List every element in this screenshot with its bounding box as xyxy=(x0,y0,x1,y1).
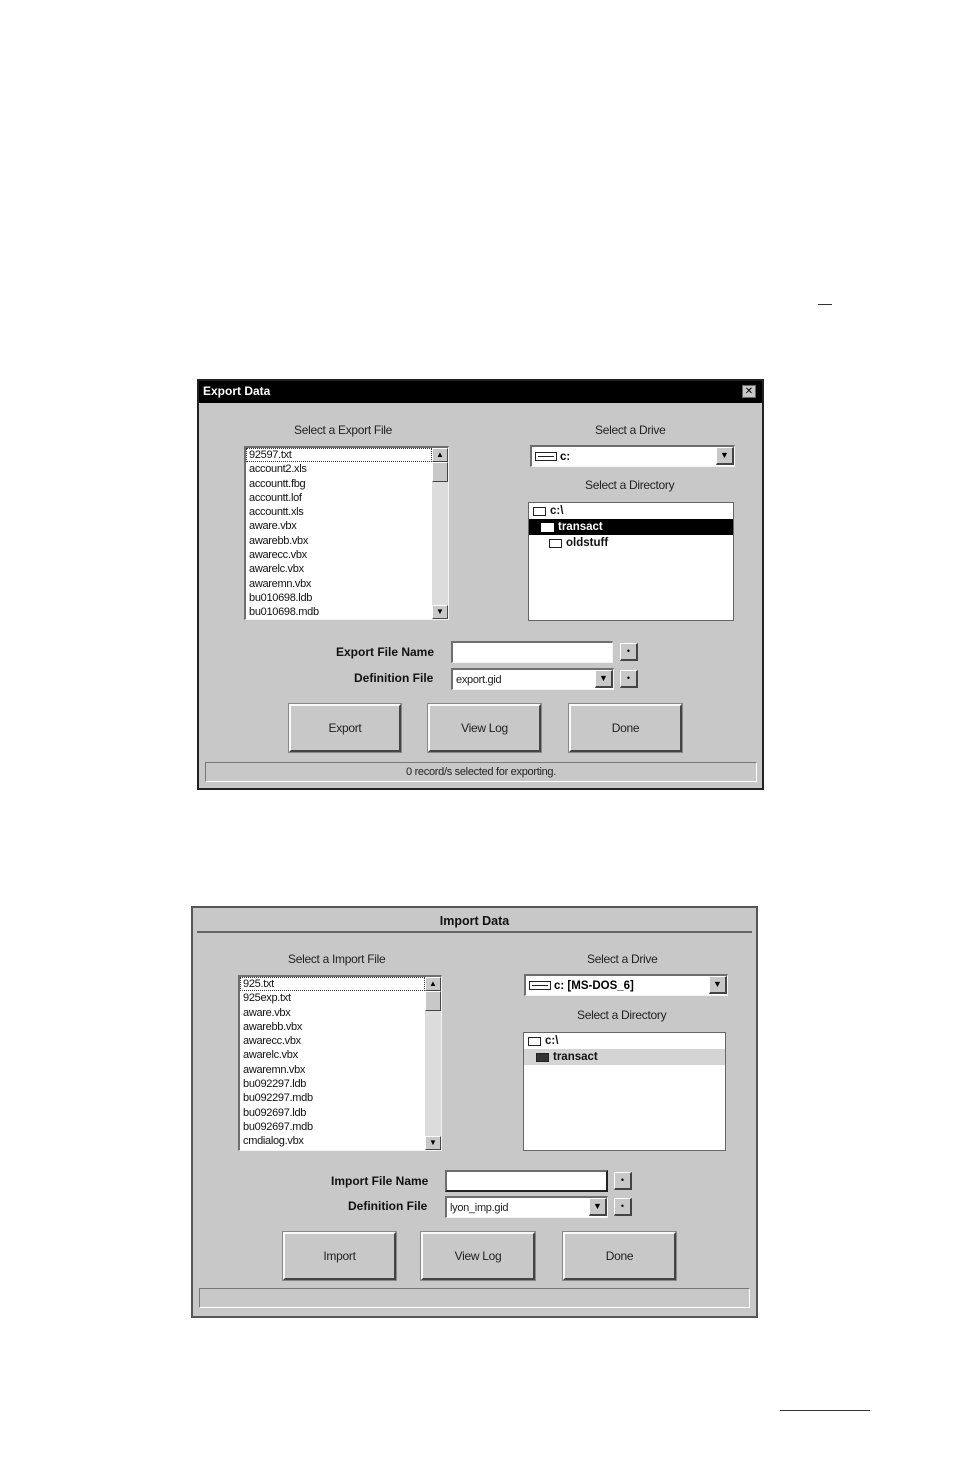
import-file-name-input[interactable] xyxy=(445,1170,608,1192)
import-drive-select[interactable] xyxy=(524,974,728,996)
close-icon[interactable]: ✕ xyxy=(742,385,756,398)
list-item[interactable]: awarecc.vbx xyxy=(243,1035,301,1048)
import-dir-label: Select a Directory xyxy=(577,1008,667,1022)
import-file-list[interactable] xyxy=(238,975,442,1151)
export-drive-value: c: xyxy=(560,450,571,463)
dir-item-root[interactable]: c:\ xyxy=(524,1033,725,1049)
list-item[interactable]: bu092697.ldb xyxy=(243,1106,307,1119)
import-file-scrollbar[interactable] xyxy=(425,977,441,1150)
export-def-select[interactable] xyxy=(451,668,614,690)
export-file-scrollbar[interactable] xyxy=(432,448,448,619)
import-name-browse-button[interactable]: • xyxy=(614,1172,632,1190)
export-dialog xyxy=(197,379,764,790)
export-status-bar: 0 record/s selected for exporting. xyxy=(205,762,757,782)
list-item[interactable]: 92597.txt xyxy=(246,448,432,462)
export-drive-label: Select a Drive xyxy=(595,423,666,437)
dir-item-transact[interactable]: transact xyxy=(529,519,733,535)
import-def-value: lyon_imp.gid xyxy=(450,1202,509,1214)
list-item[interactable]: awarelc.vbx xyxy=(249,563,304,576)
export-title-bar[interactable] xyxy=(199,381,762,403)
list-item[interactable]: awaremn.vbx xyxy=(249,577,312,590)
import-drive-value: c: [MS-DOS_6] xyxy=(554,979,634,992)
import-dialog xyxy=(191,906,758,1318)
import-def-select[interactable] xyxy=(445,1196,608,1218)
export-file-name-input[interactable] xyxy=(451,641,613,663)
page-mark xyxy=(818,304,832,305)
list-item[interactable]: awarebb.vbx xyxy=(243,1020,303,1033)
done-button[interactable]: Done xyxy=(569,704,682,752)
export-name-label: Export File Name xyxy=(336,645,435,659)
import-drive-label: Select a Drive xyxy=(587,952,658,966)
scroll-up-icon[interactable]: ▲ xyxy=(425,977,441,991)
list-item[interactable]: 925exp.txt xyxy=(243,992,291,1005)
export-def-label: Definition File xyxy=(354,671,434,685)
scroll-down-icon[interactable]: ▼ xyxy=(432,605,448,619)
import-def-label: Definition File xyxy=(348,1199,428,1213)
view-log-button[interactable]: View Log xyxy=(428,704,541,752)
list-item[interactable]: aware.vbx xyxy=(243,1006,291,1019)
list-item[interactable]: awarecc.vbx xyxy=(249,549,307,562)
export-def-value: export.gid xyxy=(456,674,502,686)
chevron-down-icon[interactable]: ▼ xyxy=(589,1198,607,1216)
export-file-list[interactable] xyxy=(244,446,449,620)
export-title: Export Data xyxy=(203,384,271,398)
drive-icon xyxy=(529,981,551,990)
dir-item-oldstuff[interactable]: oldstuff xyxy=(529,535,733,551)
folder-icon xyxy=(549,539,562,548)
scroll-thumb[interactable] xyxy=(432,462,448,482)
scroll-thumb[interactable] xyxy=(425,991,441,1011)
list-item[interactable]: account2.xls xyxy=(249,463,307,476)
import-dir-list[interactable] xyxy=(523,1032,726,1151)
open-folder-icon xyxy=(528,1037,541,1046)
scroll-down-icon[interactable]: ▼ xyxy=(425,1136,441,1150)
export-file-label: Select a Export File xyxy=(294,423,393,437)
list-item[interactable]: accountt.xls xyxy=(249,506,304,519)
list-item[interactable]: cmdialog.vbx xyxy=(243,1135,304,1148)
import-title-bar[interactable] xyxy=(197,911,752,933)
export-name-browse-button[interactable]: • xyxy=(620,643,638,661)
import-status-bar xyxy=(199,1288,750,1308)
import-file-label: Select a Import File xyxy=(288,952,386,966)
drive-icon xyxy=(535,452,557,461)
list-item[interactable]: bu092297.mdb xyxy=(243,1092,313,1105)
open-folder-icon xyxy=(533,507,546,516)
export-def-browse-button[interactable]: • xyxy=(620,670,638,688)
import-button[interactable]: Import xyxy=(283,1232,396,1280)
done-button[interactable]: Done xyxy=(563,1232,676,1280)
import-title: Import Data xyxy=(439,914,510,928)
list-item[interactable]: awarelc.vbx xyxy=(243,1049,298,1062)
open-folder-icon xyxy=(536,1053,549,1062)
chevron-down-icon[interactable]: ▼ xyxy=(595,670,613,688)
list-item[interactable]: aware.vbx xyxy=(249,520,297,533)
dir-item-root[interactable]: c:\ xyxy=(529,503,733,519)
list-item[interactable]: 925.txt xyxy=(240,977,425,991)
export-dir-list[interactable] xyxy=(528,502,734,621)
open-folder-icon xyxy=(541,523,554,532)
list-item[interactable]: bu092697.mdb xyxy=(243,1120,313,1133)
chevron-down-icon[interactable]: ▼ xyxy=(716,447,734,465)
list-item[interactable]: accountt.fbg xyxy=(249,477,306,490)
list-item[interactable]: bu010698.ldb xyxy=(249,591,313,604)
import-name-label: Import File Name xyxy=(331,1174,429,1188)
list-item[interactable]: bu010698.mdb xyxy=(249,606,319,619)
export-dir-label: Select a Directory xyxy=(585,478,675,492)
import-def-browse-button[interactable]: • xyxy=(614,1198,632,1216)
export-drive-select[interactable] xyxy=(530,445,735,467)
chevron-down-icon[interactable]: ▼ xyxy=(709,976,727,994)
list-item[interactable]: bu092297.ldb xyxy=(243,1078,307,1091)
page-rule xyxy=(780,1410,870,1411)
export-button[interactable]: Export xyxy=(289,704,401,752)
dir-item-transact[interactable]: transact xyxy=(524,1049,725,1065)
view-log-button[interactable]: View Log xyxy=(421,1232,535,1280)
list-item[interactable]: accountt.lof xyxy=(249,491,302,504)
scroll-up-icon[interactable]: ▲ xyxy=(432,448,448,462)
list-item[interactable]: awarebb.vbx xyxy=(249,534,309,547)
list-item[interactable]: awaremn.vbx xyxy=(243,1063,306,1076)
